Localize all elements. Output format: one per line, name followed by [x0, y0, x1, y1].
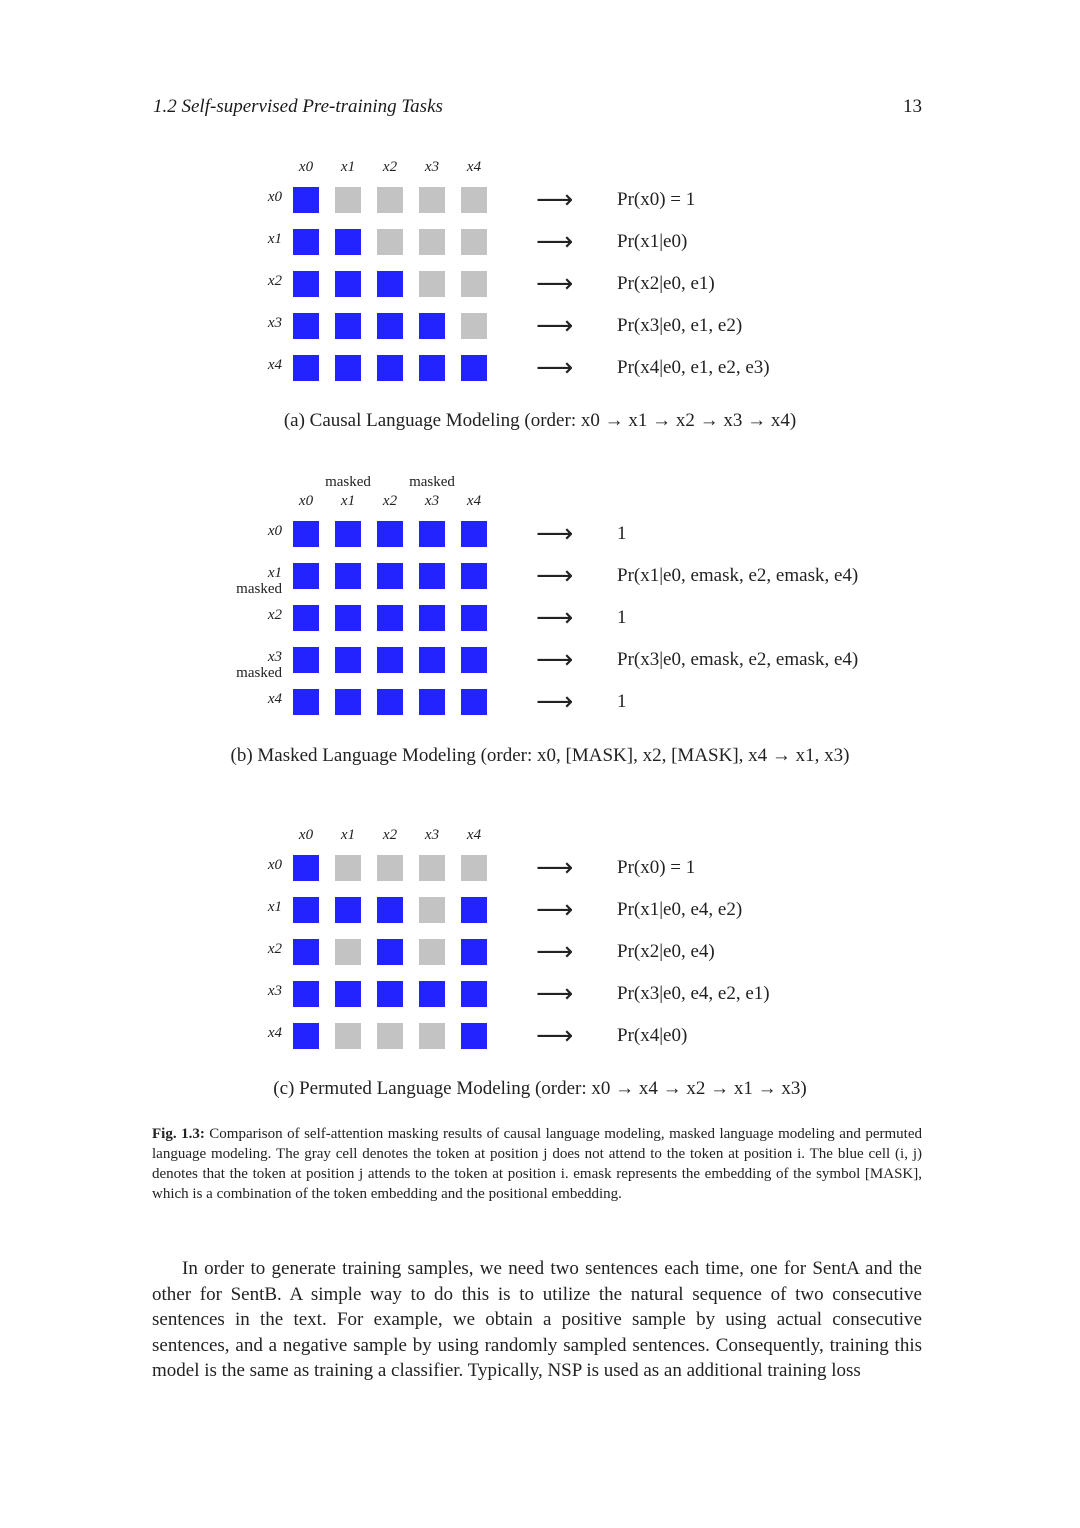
attend-cell — [335, 605, 361, 631]
column-header: x2 — [382, 827, 398, 843]
attend-cell — [335, 313, 361, 339]
attend-cell — [377, 647, 403, 673]
masked-cell — [461, 313, 487, 339]
probability-expression: Pr(x0) = 1 — [617, 857, 696, 878]
row-masked-note: masked — [236, 581, 282, 597]
attend-cell — [293, 187, 319, 213]
attend-cell — [461, 897, 487, 923]
right-arrow-icon: ⟶ — [536, 269, 574, 299]
row-label: x1 — [267, 231, 282, 247]
right-arrow-icon: ⟶ — [536, 561, 574, 591]
probability-expression: 1 — [617, 607, 627, 628]
attend-cell — [419, 981, 445, 1007]
right-arrow-icon: ⟶ — [536, 311, 574, 341]
masked-cell — [335, 1023, 361, 1049]
masked-cell — [419, 187, 445, 213]
right-arrow-icon: ⟶ — [536, 853, 574, 883]
subfigure-caption: (c) Permuted Language Modeling (order: x0 → x4 → x2 → x1 → x3) — [273, 1078, 807, 1099]
attend-cell — [293, 313, 319, 339]
attend-cell — [335, 271, 361, 297]
row-label: x0 — [267, 857, 282, 873]
probability-expression: Pr(x3|e0, e4, e2, e1) — [617, 983, 770, 1004]
probability-expression: Pr(x3|e0, emask, e2, emask, e4) — [617, 649, 859, 670]
attend-cell — [293, 605, 319, 631]
attend-cell — [419, 647, 445, 673]
attend-cell — [461, 1023, 487, 1049]
subfigure-caption: (a) Causal Language Modeling (order: x0 → x1 → x2 → x3 → x4) — [283, 410, 797, 431]
row-label: x2 — [267, 273, 282, 289]
attend-cell — [335, 355, 361, 381]
right-arrow-icon: ⟶ — [536, 603, 574, 633]
masked-cell — [377, 855, 403, 881]
page-number: 13 — [903, 96, 922, 117]
attend-cell — [461, 355, 487, 381]
masked-cell — [419, 271, 445, 297]
column-header: x4 — [466, 827, 482, 843]
column-header: x3 — [424, 827, 440, 843]
right-arrow-icon: ⟶ — [536, 937, 574, 967]
attend-cell — [461, 647, 487, 673]
attend-cell — [461, 689, 487, 715]
attend-cell — [293, 981, 319, 1007]
attend-cell — [293, 855, 319, 881]
column-header: x3 — [424, 493, 440, 509]
masked-cell — [419, 229, 445, 255]
probability-expression: Pr(x2|e0, e4) — [617, 941, 715, 962]
masked-cell — [461, 187, 487, 213]
row-label: x1 — [267, 565, 282, 581]
right-arrow-icon: ⟶ — [536, 895, 574, 925]
right-arrow-icon: ⟶ — [536, 185, 574, 215]
attend-cell — [377, 271, 403, 297]
attend-cell — [461, 981, 487, 1007]
row-label: x4 — [267, 357, 282, 373]
right-arrow-icon: ⟶ — [536, 227, 574, 257]
attend-cell — [419, 313, 445, 339]
attend-cell — [293, 229, 319, 255]
attend-cell — [335, 521, 361, 547]
probability-expression: Pr(x4|e0) — [617, 1025, 688, 1046]
attend-cell — [419, 521, 445, 547]
right-arrow-icon: ⟶ — [536, 353, 574, 383]
attend-cell — [293, 647, 319, 673]
column-masked-note: masked — [409, 474, 455, 490]
row-label: x2 — [267, 941, 282, 957]
column-header: x4 — [466, 159, 482, 175]
row-label: x3 — [267, 983, 282, 999]
column-header: x1 — [340, 159, 356, 175]
attend-cell — [461, 939, 487, 965]
figure-caption-text: Comparison of self-attention masking results of causal language modeling, masked language modeling and permuted language modeling. The gray cell denotes the token at position j does not attend to the token at position i. The blue cell (i, j) denotes that the token at position j attends to the token at position i. emask represents the embedding of the symbol [MASK], which is a combination of the token embedding and the positional embedding. — [152, 1126, 922, 1202]
attend-cell — [335, 689, 361, 715]
attend-cell — [377, 939, 403, 965]
right-arrow-icon: ⟶ — [536, 645, 574, 675]
figure-caption-label: Fig. 1.3: — [152, 1126, 205, 1142]
probability-expression: Pr(x1|e0) — [617, 231, 688, 252]
body-text — [152, 1256, 922, 1384]
probability-expression: Pr(x3|e0, e1, e2) — [617, 315, 743, 336]
right-arrow-icon: ⟶ — [536, 1021, 574, 1051]
masked-cell — [461, 229, 487, 255]
attend-cell — [335, 229, 361, 255]
attend-cell — [293, 521, 319, 547]
attend-cell — [293, 897, 319, 923]
attend-cell — [419, 605, 445, 631]
probability-expression: Pr(x1|e0, e4, e2) — [617, 899, 743, 920]
masked-cell — [335, 855, 361, 881]
masked-cell — [335, 187, 361, 213]
right-arrow-icon: ⟶ — [536, 979, 574, 1009]
attend-cell — [461, 521, 487, 547]
probability-expression: Pr(x1|e0, emask, e2, emask, e4) — [617, 565, 859, 586]
masked-cell — [335, 939, 361, 965]
column-header: x0 — [298, 493, 314, 509]
attend-cell — [419, 563, 445, 589]
attend-cell — [377, 689, 403, 715]
masked-cell — [377, 229, 403, 255]
row-label: x3 — [267, 649, 282, 665]
probability-expression: Pr(x0) = 1 — [617, 189, 696, 210]
probability-expression: 1 — [617, 691, 627, 712]
row-label: x0 — [267, 523, 282, 539]
row-label: x3 — [267, 315, 282, 331]
row-label: x4 — [267, 1025, 282, 1041]
figure-caption — [152, 1124, 922, 1204]
attend-cell — [293, 355, 319, 381]
attend-cell — [335, 563, 361, 589]
masked-cell — [461, 855, 487, 881]
masked-cell — [377, 1023, 403, 1049]
row-label: x0 — [267, 189, 282, 205]
column-header: x3 — [424, 159, 440, 175]
column-header: x1 — [340, 493, 356, 509]
attend-cell — [293, 1023, 319, 1049]
attend-cell — [377, 897, 403, 923]
masked-cell — [419, 1023, 445, 1049]
attend-cell — [419, 689, 445, 715]
column-header: x2 — [382, 159, 398, 175]
masked-cell — [377, 187, 403, 213]
attend-cell — [293, 939, 319, 965]
attend-cell — [293, 271, 319, 297]
column-masked-note: masked — [325, 474, 371, 490]
row-label: x4 — [267, 691, 282, 707]
column-header: x0 — [298, 159, 314, 175]
attend-cell — [461, 605, 487, 631]
row-masked-note: masked — [236, 665, 282, 681]
attend-cell — [335, 897, 361, 923]
attend-cell — [377, 981, 403, 1007]
attend-cell — [377, 355, 403, 381]
masked-cell — [419, 855, 445, 881]
masked-cell — [461, 271, 487, 297]
right-arrow-icon: ⟶ — [536, 687, 574, 717]
column-header: x4 — [466, 493, 482, 509]
column-header: x2 — [382, 493, 398, 509]
row-label: x1 — [267, 899, 282, 915]
attend-cell — [377, 563, 403, 589]
column-header: x1 — [340, 827, 356, 843]
masked-cell — [419, 897, 445, 923]
attend-cell — [461, 563, 487, 589]
attend-cell — [293, 689, 319, 715]
probability-expression: Pr(x2|e0, e1) — [617, 273, 715, 294]
attend-cell — [377, 521, 403, 547]
attend-cell — [335, 981, 361, 1007]
probability-expression: 1 — [617, 523, 627, 544]
row-label: x2 — [267, 607, 282, 623]
attend-cell — [293, 563, 319, 589]
column-header: x0 — [298, 827, 314, 843]
probability-expression: Pr(x4|e0, e1, e2, e3) — [617, 357, 770, 378]
running-head: 1.2 Self-supervised Pre-training Tasks — [153, 96, 443, 117]
masked-cell — [419, 939, 445, 965]
right-arrow-icon: ⟶ — [536, 519, 574, 549]
attend-cell — [419, 355, 445, 381]
body-paragraph: In order to generate training samples, we need two sentences each time, one for SentA and the other for SentB. A simple way to do this is to utilize the natural sequence of two consecutive sentences in the text. For example, we obtain a positive sample by using actual consecutive sentences, and a negative sample by using randomly sampled sentences. Consequently, training this model is the same as training a classifier. Typically, NSP is used as an additional training loss — [152, 1258, 922, 1382]
attend-cell — [377, 313, 403, 339]
attend-cell — [377, 605, 403, 631]
subfigure-caption: (b) Masked Language Modeling (order: x0, [MASK], x2, [MASK], x4 → x1, x3) — [230, 745, 850, 766]
attend-cell — [335, 647, 361, 673]
